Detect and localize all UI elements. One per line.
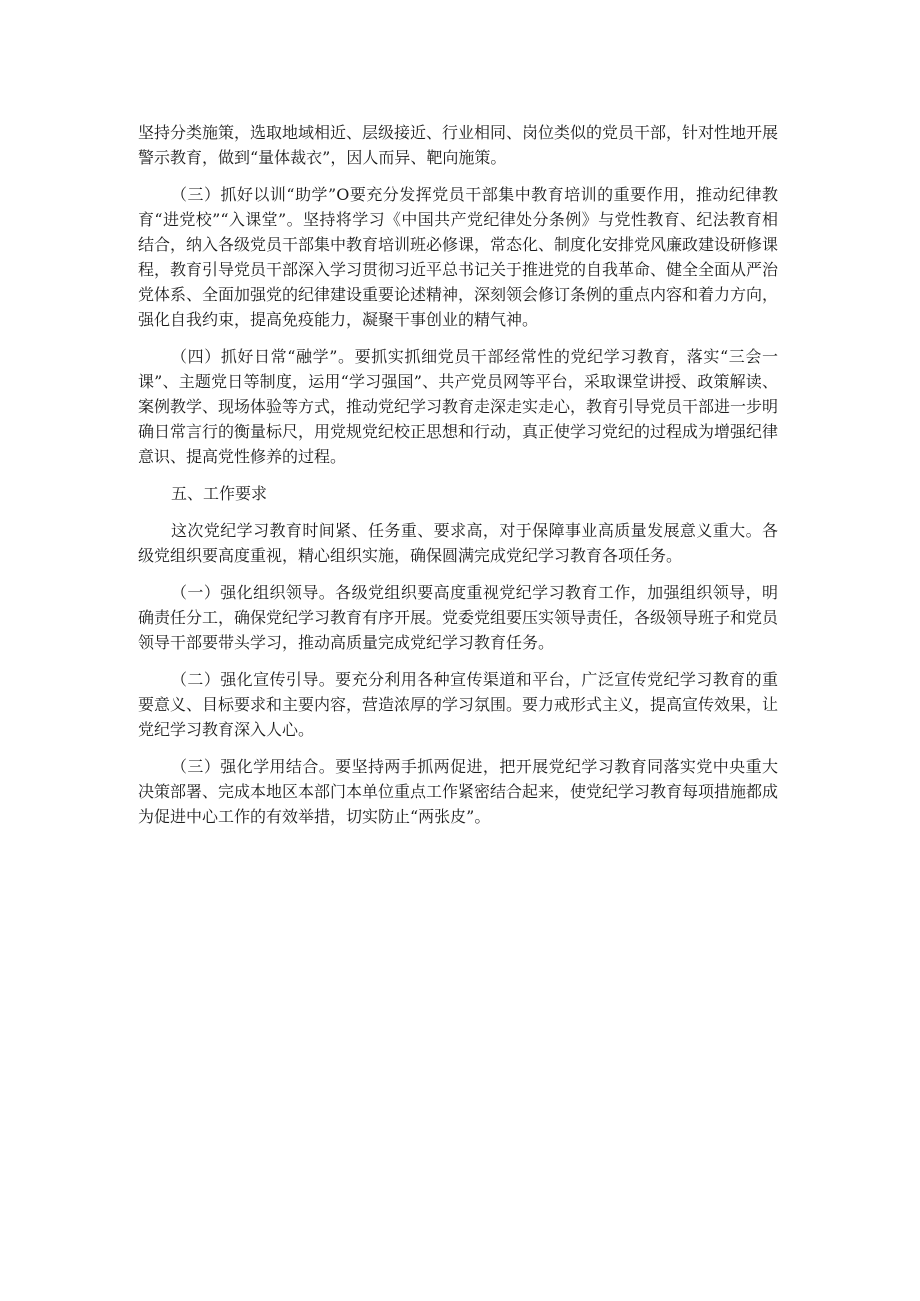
- paragraph-requirement-2: （二）强化宣传引导。要充分利用各种宣传渠道和平台，广泛宣传党纪学习教育的重要意义、目标要求和主要内容，营造浓厚的学习氛围。要力戒形式主义，提高宣传效果，让党纪学习教育深入人心。: [138, 670, 779, 739]
- paragraph-intro-requirements: 这次党纪学习教育时间紧、任务重、要求高，对于保障事业高质量发展意义重大。各级党组织要高度重视，精心组织实施，确保圆满完成党纪学习教育各项任务。: [138, 521, 778, 565]
- paragraph-requirement-1: （一）强化组织领导。各级党组织要高度重视党纪学习教育工作，加强组织领导，明确责任分工，确保党纪学习教育有序开展。党委党组要压实领导责任，各级领导班子和党员领导干部要带头学习，推动高质量完成党纪学习教育任务。: [138, 583, 779, 652]
- section-heading-work-requirements: 五、工作要求: [171, 484, 268, 503]
- document-body: [138, 120, 778, 841]
- paragraph-section-3: （三）抓好以训“助学”O要充分发挥党员干部集中教育培训的重要作用，推动纪律教育“进党校”“入课堂”。坚持将学习《中国共产党纪律处分条例》与党性教育、纪法教育相结合，纳入各级党员干部集中教育培训班必修课，常态化、制度化安排党风廉政建设研修课程，教育引导党员干部深入学习贯彻习近平总书记关于推进党的自我革命、健全全面从严治党体系、全面加强党的纪律建设重要论述精神，深刻领会修订条例的重点内容和着力方向，强化自我约束，提高免疫能力，凝聚干事创业的精气神。: [138, 185, 779, 329]
- paragraph-requirement-3: （三）强化学用结合。要坚持两手抓两促进，把开展党纪学习教育同落实党中央重大决策部署、完成本地区本部门本单位重点工作紧密结合起来，使党纪学习教育每项措施都成为促进中心工作的有效举措，切实防止“两张皮”。: [138, 757, 779, 826]
- paragraph-section-4: （四）抓好日常“融学”。要抓实抓细党员干部经常性的党纪学习教育，落实“三会一课”、主题党日等制度，运用“学习强国”、共产党员网等平台，采取课堂讲授、政策解读、案例教学、现场体验等方式，推动党纪学习教育走深走实走心，教育引导党员干部进一步明确日常言行的衡量标尺，用党规党纪校正思想和行动，真正使学习党纪的过程成为增强纪律意识、提高党性修养的过程。: [138, 347, 779, 466]
- paragraph-continuation: 坚持分类施策，选取地域相近、层级接近、行业相同、岗位类似的党员干部，针对性地开展警示教育，做到“量体裁衣”，因人而异、靶向施策。: [138, 123, 779, 167]
